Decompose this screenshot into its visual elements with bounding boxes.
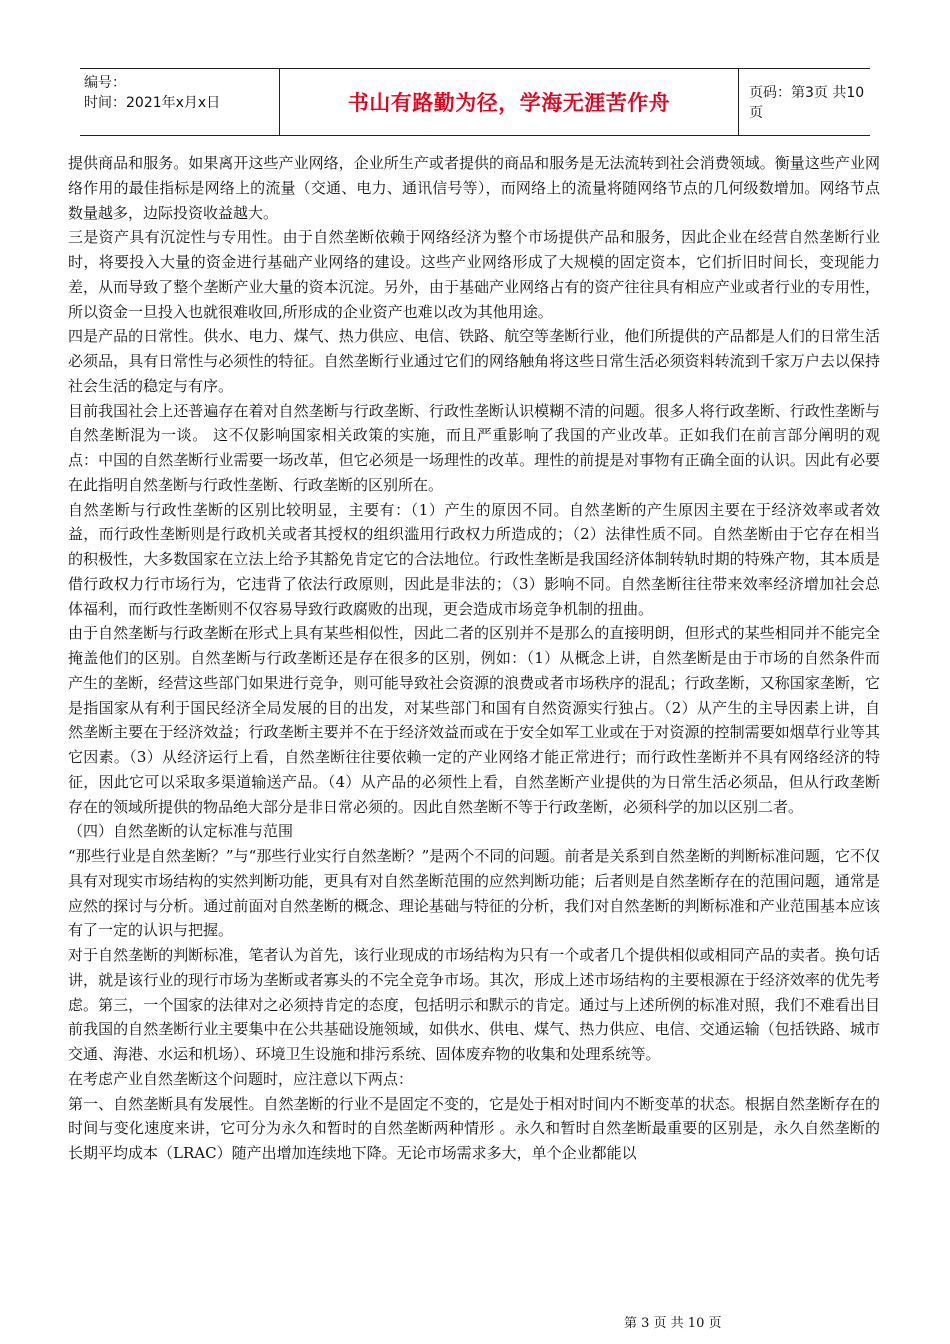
page-footer: 第 3 页 共 10 页	[624, 1316, 722, 1331]
paragraph: 由于自然垄断与行政垄断在形式上具有某些相似性，因此二者的区别并不是那么的直接明朗，但形式的某些相同并不能完全掩盖他们的区别。自然垄断与行政垄断还是存在很多的区别，例如：（1）从概念上讲，自然垄断是由于市场的自然条件而产生的垄断，经营这些部门如果进行竞争，则可能导致社会资源的浪费或者市场秩序的混乱；行政垄断，又称国家垄断，它是指国家从有利于国民经济全局发展的目的出发，对某些部门和国有自然资源实行独占。（2）从产生的主导因素上讲，自然垄断主要在于经济效益；行政垄断主要并不在于经济效益而或在于安全如军工业或在于对资源的控制需要如烟草行业等其它因素。（3）从经济运行上看，自然垄断往往要依赖一定的产业网络才能正常进行；而行政性垄断并不具有网络经济的特征，因此它可以采取多渠道输送产品。（4）从产品的必须性上看，自然垄断产业提供的为日常生活必须品，但从行政垄断存在的领域所提供的物品绝大部分是非日常必须的。因此自然垄断不等于行政垄断，必须科学的加以区别二者。	[68, 624, 880, 816]
header-page-info: 页码：第3页 共10页	[749, 85, 865, 121]
paragraph: 第一、自然垄断具有发展性。自然垄断的行业不是固定不变的，它是处于相对时间内不断变革的状态。根据自然垄断存在的时间与变化速度来讲，它可分为永久和暂时的自然垄断两种情形 。永久和暂时自然垄断最重要的区别是，永久自然垄断的长期平均成本（LRAC）随产出增加连续地下降。无论市场需求多大，单个企业都能以	[68, 1094, 880, 1162]
document-header	[80, 68, 870, 136]
header-meta	[80, 69, 280, 135]
number-label: 编号：	[84, 75, 126, 91]
paragraph: 提供商品和服务。如果离开这些产业网络，企业所生产或者提供的商品和服务是无法流转到社会消费领域。衡量这些产业网络作用的最佳指标是网络上的流量（交通、电力、通讯信号等），而网络上的流量将随网络节点的几何级数增加。网络节点数量越多，边际投资收益越大。	[68, 154, 880, 222]
paragraph: “那些行业是自然垄断？”与“那些行业实行自然垄断？”是两个不同的问题。前者是关系到自然垄断的判断标准问题，它不仅具有对现实市场结构的实然判断功能，更具有对自然垄断范围的应然判断功能；后者则是自然垄断存在的范围问题，通常是应然的探讨与分析。通过前面对自然垄断的概念、理论基础与特征的分析，我们对自然垄断的判断标准和产业范围基本应该有了一定的认识与把握。	[68, 847, 880, 940]
paragraph: 目前我国社会上还普遍存在着对自然垄断与行政垄断、行政性垄断认识模糊不清的问题。很多人将行政垄断、行政性垄断与自然垄断混为一谈。 这不仅影响国家相关政策的实施，而且严重影响了我国的产业改革。正如我们在前言部分阐明的观点：中国的自然垄断行业需要一场改革，但它必须是一场理性的改革。理性的前提是对事物有正确全面的认识。因此有必要在此指明自然垄断与行政性垄断、行政垄断的区别所在。	[68, 401, 880, 494]
date-label: 时间：2021年x月x日	[84, 95, 221, 111]
paragraph: 自然垄断与行政性垄断的区别比较明显，主要有：（1）产生的原因不同。自然垄断的产生原因主要在于经济效率或者效益，而行政性垄断则是行政机关或者其授权的组织滥用行政权力所造成的；（2）法律性质不同。自然垄断由于它存在相当的积极性，大多数国家在立法上给予其豁免肯定它的合法地位。行政性垄断是我国经济体制转轨时期的特殊产物，其本质是借行政权力行市场行为，它违背了依法行政原则，因此是非法的；（3）影响不同。自然垄断往往带来效率经济增加社会总体福利，而行政性垄断则不仅容易导致行政腐败的出现，更会造成市场竞争机制的扭曲。	[68, 500, 880, 618]
paragraph: 四是产品的日常性。供水、电力、煤气、热力供应、电信、铁路、航空等垄断行业，他们所提供的产品都是人们的日常生活必须品，具有日常性与必须性的特征。自然垄断行业通过它们的网络触角将这些日常生活必须资料转流到千家万户去以保持社会生活的稳定与有序。	[68, 327, 880, 395]
document-body	[68, 151, 880, 1166]
paragraph: 三是资产具有沉淀性与专用性。由于自然垄断依赖于网络经济为整个市场提供产品和服务，因此企业在经营自然垄断行业时，将要投入大量的资金进行基础产业网络的建设。这些产业网络形成了大规模的固定资本，它们折旧时间长，变现能力差，从而导致了整个垄断产业大量的资本沉淀。另外，由于基础产业网络占有的资产往往具有相应产业或者行业的专用性，所以资金一旦投入也就很难收回,所形成的企业资产也难以改为其他用途。	[68, 228, 880, 321]
header-motto: 书山有路勤为径，学海无涯苦作舟	[280, 69, 739, 135]
paragraph: 在考虑产业自然垄断这个问题时，应注意以下两点：	[68, 1069, 414, 1088]
section-heading: （四）自然垄断的认定标准与范围	[68, 822, 294, 841]
paragraph: 对于自然垄断的判断标准，笔者认为首先，该行业现成的市场结构为只有一个或者几个提供相似或相同产品的卖者。换句话讲，就是该行业的现行市场为垄断或者寡头的不完全竞争市场。其次，形成上述市场结构的主要根源在于经济效率的优先考虑。第三，一个国家的法律对之必须持肯定的态度，包括明示和默示的肯定。通过与上述所例的标准对照，我们不难看出目前我国的自然垄断行业主要集中在公共基础设施领域，如供水、供电、煤气、热力供应、电信、交通运输（包括铁路、城市交通、海港、水运和机场）、环境卫生设施和排污系统、固体废弃物的收集和处理系统等。	[68, 946, 880, 1063]
